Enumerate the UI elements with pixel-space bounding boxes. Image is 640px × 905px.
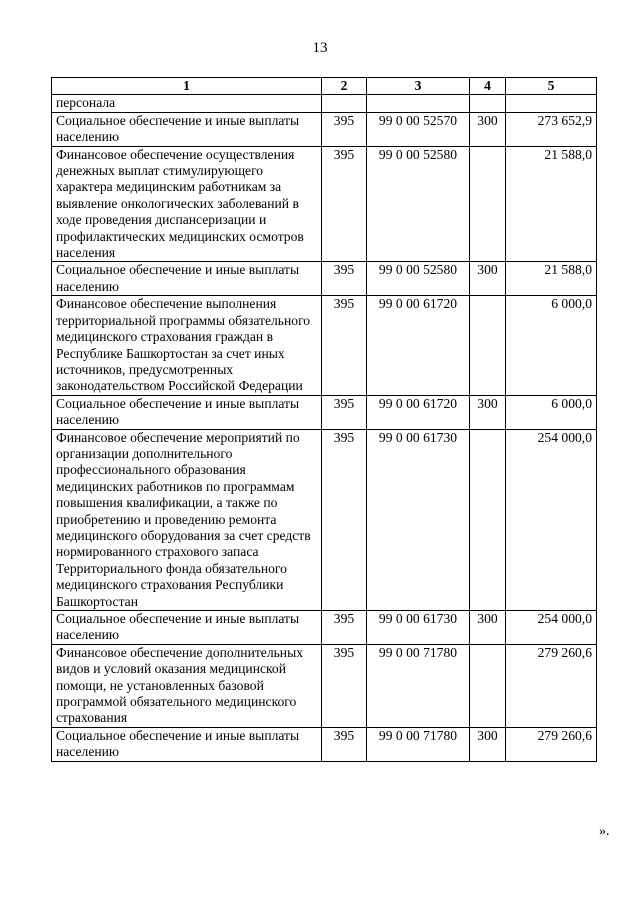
row-ved: 395 [322, 296, 367, 395]
table-row [52, 395, 597, 429]
table-header-row [52, 78, 597, 95]
row-amount: 254 000,0 [506, 429, 597, 610]
table-row [52, 429, 597, 610]
row-vr: 300 [470, 395, 506, 429]
row-name: Социальное обеспечение и иные выплаты населению [52, 395, 322, 429]
table-row [52, 146, 597, 262]
row-amount [506, 95, 597, 112]
header-col-2: 2 [322, 78, 367, 95]
row-amount: 21 588,0 [506, 146, 597, 262]
row-vr [470, 429, 506, 610]
header-col-4: 4 [470, 78, 506, 95]
row-csr: 99 0 00 52570 [367, 112, 470, 146]
row-ved: 395 [322, 611, 367, 645]
row-csr: 99 0 00 52580 [367, 146, 470, 262]
row-vr: 300 [470, 727, 506, 761]
row-vr: 300 [470, 262, 506, 296]
table-row [52, 296, 597, 395]
table-row [52, 644, 597, 727]
table-row [52, 727, 597, 761]
closing-quote-mark: ». [599, 824, 610, 839]
table-row [52, 112, 597, 146]
row-name: Финансовое обеспечение мероприятий по организации дополнительного профессионального образования медицинских работников по программам повышения квалификации, а также по приобретению и проведению ремонта медицинского оборудования за счет средств нормированного страхового запаса Территориального фонда обязательного медицинского страхования Республики Башкортостан [52, 429, 322, 610]
row-amount: 6 000,0 [506, 395, 597, 429]
row-ved: 395 [322, 146, 367, 262]
row-name: персонала [52, 95, 322, 112]
row-ved: 395 [322, 727, 367, 761]
row-ved: 395 [322, 262, 367, 296]
row-amount: 279 260,6 [506, 644, 597, 727]
table-row [52, 611, 597, 645]
row-ved [322, 95, 367, 112]
row-ved: 395 [322, 112, 367, 146]
row-csr: 99 0 00 61730 [367, 611, 470, 645]
row-amount: 279 260,6 [506, 727, 597, 761]
table-row [52, 95, 597, 112]
row-ved: 395 [322, 644, 367, 727]
row-ved: 395 [322, 395, 367, 429]
header-col-3: 3 [367, 78, 470, 95]
row-name: Финансовое обеспечение выполнения территориальной программы обязательного медицинского страхования граждан в Республике Башкортостан за счет иных источников, предусмотренных законодательством Российской Федерации [52, 296, 322, 395]
row-name: Социальное обеспечение и иные выплаты населению [52, 262, 322, 296]
row-csr: 99 0 00 61730 [367, 429, 470, 610]
row-amount: 273 652,9 [506, 112, 597, 146]
row-ved: 395 [322, 429, 367, 610]
row-vr [470, 296, 506, 395]
row-csr: 99 0 00 71780 [367, 727, 470, 761]
page-number: 13 [312, 40, 328, 56]
header-col-1: 1 [52, 78, 322, 95]
row-vr [470, 95, 506, 112]
row-name: Финансовое обеспечение осуществления денежных выплат стимулирующего характера медицинским работникам за выявление онкологических заболеваний в ходе проведения диспансеризации и профилактических медицинских осмотров населения [52, 146, 322, 262]
row-name: Социальное обеспечение и иные выплаты населению [52, 112, 322, 146]
row-amount: 21 588,0 [506, 262, 597, 296]
row-amount: 6 000,0 [506, 296, 597, 395]
budget-table [51, 77, 597, 762]
row-vr: 300 [470, 611, 506, 645]
row-name: Социальное обеспечение и иные выплаты населению [52, 611, 322, 645]
row-vr [470, 146, 506, 262]
row-amount: 254 000,0 [506, 611, 597, 645]
row-csr: 99 0 00 71780 [367, 644, 470, 727]
row-csr [367, 95, 470, 112]
row-csr: 99 0 00 61720 [367, 296, 470, 395]
row-csr: 99 0 00 61720 [367, 395, 470, 429]
row-name: Финансовое обеспечение дополнительных видов и условий оказания медицинской помощи, не установленных базовой программой обязательного медицинского страхования [52, 644, 322, 727]
row-vr [470, 644, 506, 727]
row-name: Социальное обеспечение и иные выплаты населению [52, 727, 322, 761]
row-csr: 99 0 00 52580 [367, 262, 470, 296]
header-col-5: 5 [506, 78, 597, 95]
row-vr: 300 [470, 112, 506, 146]
table-row [52, 262, 597, 296]
